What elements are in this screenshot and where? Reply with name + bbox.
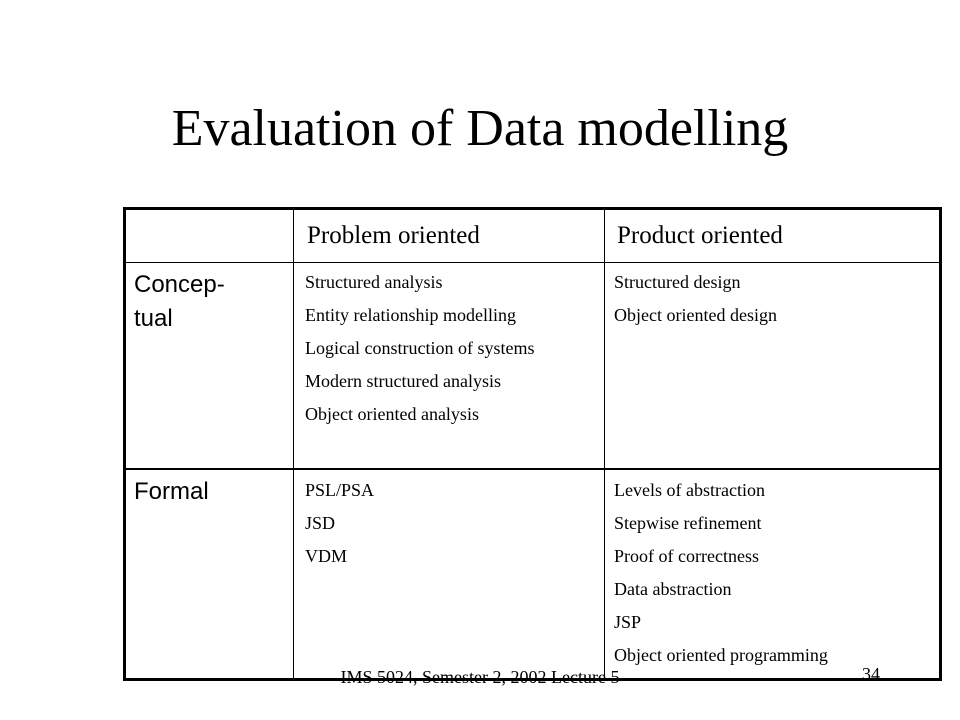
conceptual-product-list xyxy=(614,271,932,337)
list-item: Structured design xyxy=(614,272,741,292)
header-product-oriented: Product oriented xyxy=(617,222,783,249)
row-divider-header xyxy=(123,262,942,263)
list-item: Levels of abstraction xyxy=(614,480,765,500)
table-border-top xyxy=(123,207,942,210)
slide-title: Evaluation of Data modelling xyxy=(171,100,789,157)
footer-course-label: IMS 5024, Semester 2, 2002 Lecture 5 xyxy=(340,667,620,687)
header-problem-oriented: Problem oriented xyxy=(307,222,480,249)
formal-product-list xyxy=(614,479,936,677)
list-item: PSL/PSA xyxy=(305,480,375,500)
list-item: Object oriented design xyxy=(614,305,777,325)
list-item: JSD xyxy=(305,513,336,533)
list-item: Structured analysis xyxy=(305,272,443,292)
formal-problem-list xyxy=(305,479,597,578)
list-item: Data abstraction xyxy=(614,579,732,599)
conceptual-problem-list xyxy=(305,271,597,436)
list-item: Entity relationship modelling xyxy=(305,305,516,325)
list-item: JSP xyxy=(614,612,642,632)
list-item: Proof of correctness xyxy=(614,546,759,566)
column-divider-1 xyxy=(293,207,294,681)
row-label-conceptual: Concep- tual xyxy=(134,271,225,332)
list-item: Modern structured analysis xyxy=(305,371,501,391)
table-border-right xyxy=(939,207,942,681)
list-item: Object oriented analysis xyxy=(305,404,479,424)
row-divider-1 xyxy=(123,468,942,470)
list-item: Logical construction of systems xyxy=(305,338,535,358)
list-item: Object oriented programming xyxy=(614,645,828,665)
column-divider-2 xyxy=(604,207,605,681)
evaluation-table xyxy=(123,207,942,681)
footer-page-number: 34 xyxy=(862,664,880,684)
list-item: VDM xyxy=(305,546,348,566)
list-item: Stepwise refinement xyxy=(614,513,762,533)
row-label-formal: Formal xyxy=(134,478,209,505)
table-border-left xyxy=(123,207,126,681)
